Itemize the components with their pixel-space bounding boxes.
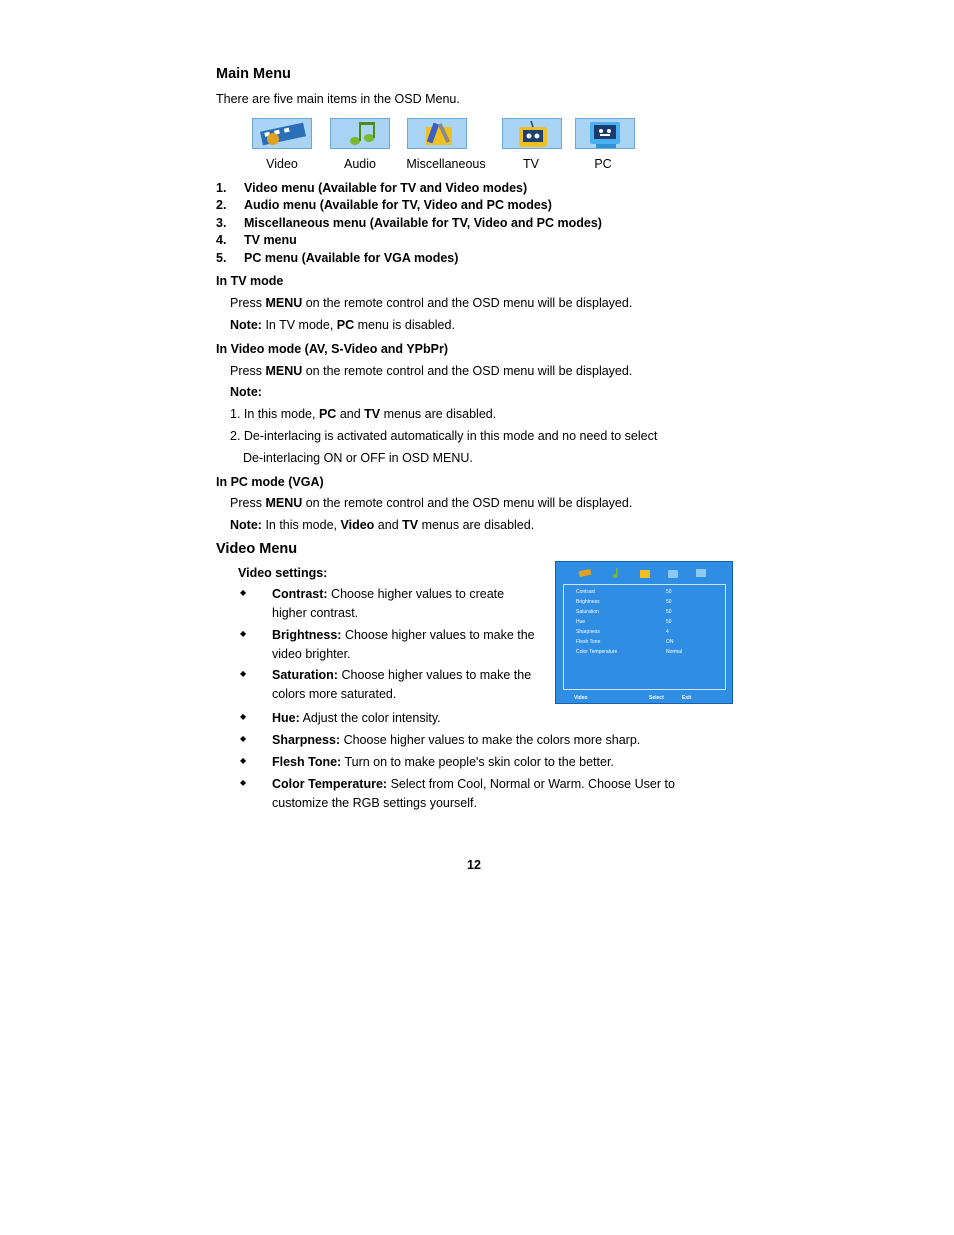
setting-desc: Choose higher values to create	[331, 587, 505, 601]
menu-key: MENU	[265, 296, 303, 310]
osd-row-value: ON	[666, 639, 674, 645]
setting-flesh-tone	[272, 755, 614, 769]
note-tv: TV	[402, 518, 419, 532]
icon-label-pc: PC	[594, 157, 612, 171]
bullet-icon: ◆	[240, 629, 247, 638]
pc-mode-heading: In PC mode (VGA)	[216, 475, 324, 489]
press-rest: on the remote control and the OSD menu will be displayed.	[305, 364, 633, 378]
tv-mode-press-line	[230, 296, 632, 310]
note-tv: TV	[364, 407, 381, 421]
setting-term: Hue:	[272, 711, 300, 725]
setting-desc: Choose higher values to make the	[344, 628, 535, 642]
setting-desc-line2: colors more saturated.	[272, 687, 397, 701]
video-menu-title: Video Menu	[216, 541, 298, 557]
list-item: Audio menu (Available for TV, Video and PC modes)	[244, 198, 552, 212]
setting-desc: Adjust the color intensity.	[302, 711, 441, 725]
pc-monitor-icon	[694, 567, 708, 579]
note-video: Video	[340, 518, 375, 532]
video-film-icon	[252, 118, 312, 149]
list-number: 5.	[216, 251, 227, 265]
setting-desc-line2: video brighter.	[272, 647, 351, 661]
list-item: Miscellaneous menu (Available for TV, Video and PC modes)	[244, 216, 602, 230]
setting-term: Color Temperature:	[272, 777, 388, 791]
osd-row-value: 50	[666, 619, 672, 625]
setting-term: Brightness:	[272, 628, 342, 642]
note-pc: PC	[336, 318, 355, 332]
osd-row-label: Hue	[576, 619, 586, 625]
note-text: menus are disabled.	[421, 518, 535, 532]
press-text: Press	[230, 296, 262, 310]
setting-desc: Select from Cool, Normal or Warm. Choose User to	[390, 777, 675, 791]
osd-footer-title: Video	[574, 695, 588, 701]
setting-saturation	[272, 668, 531, 682]
icon-label-miscellaneous: Miscellaneous	[406, 157, 486, 171]
list-number: 3.	[216, 216, 227, 230]
music-note-icon	[330, 118, 390, 149]
tv-mode-heading: In TV mode	[216, 274, 284, 288]
setting-term: Saturation:	[272, 668, 338, 682]
icon-label-video: Video	[266, 157, 298, 171]
list-item: PC menu (Available for VGA modes)	[244, 251, 459, 265]
press-rest: on the remote control and the OSD menu will be displayed.	[305, 496, 633, 510]
osd-row-value: Normal	[666, 649, 683, 655]
tv-mode-note	[230, 318, 455, 332]
note-text: In this mode,	[265, 518, 338, 532]
osd-row-label: Brightness	[576, 599, 600, 605]
osd-row-label: Flesh Tone	[576, 639, 601, 645]
osd-row-label: Color Temperature	[576, 649, 618, 655]
setting-brightness	[272, 628, 535, 642]
page-number: 12	[467, 858, 481, 872]
note-text: In TV mode,	[265, 318, 334, 332]
toolbox-icon	[638, 567, 652, 579]
osd-footer-exit: Exit	[682, 695, 692, 701]
setting-desc: Choose higher values to make the colors more sharp.	[343, 733, 641, 747]
note-text: menu is disabled.	[357, 318, 455, 332]
menu-key: MENU	[265, 364, 303, 378]
pc-mode-note	[230, 518, 534, 532]
note-pc: PC	[318, 407, 337, 421]
note-text: and	[339, 407, 361, 421]
osd-row-label: Contrast	[576, 589, 595, 595]
list-number: 4.	[216, 233, 227, 247]
press-rest: on the remote control and the OSD menu will be displayed.	[305, 296, 633, 310]
icon-label-tv: TV	[523, 157, 539, 171]
osd-row-value: 4	[666, 629, 669, 635]
setting-color-temperature	[272, 777, 675, 791]
setting-term: Flesh Tone:	[272, 755, 342, 769]
video-mode-note-2-line1: 2. De-interlacing is activated automatically in this mode and no need to select	[230, 429, 658, 443]
note-text: 1. In this mode,	[230, 407, 316, 421]
main-menu-title: Main Menu	[216, 66, 291, 82]
press-text: Press	[230, 496, 262, 510]
tv-robot-icon	[502, 118, 562, 149]
list-item: TV menu	[244, 233, 297, 247]
video-mode-press-line	[230, 364, 632, 378]
setting-desc-line2: higher contrast.	[272, 606, 359, 620]
video-mode-note-label: Note:	[230, 385, 262, 399]
menu-key: MENU	[265, 496, 303, 510]
setting-term: Contrast:	[272, 587, 328, 601]
video-film-icon	[578, 567, 592, 579]
video-settings-label: Video settings:	[238, 566, 328, 580]
osd-settings-panel	[563, 584, 726, 690]
osd-row-label: Sharpness	[576, 629, 600, 635]
pc-monitor-icon	[575, 118, 635, 149]
video-mode-note-2-line2: De-interlacing ON or OFF in OSD MENU.	[243, 451, 473, 465]
video-mode-heading: In Video mode (AV, S-Video and YPbPr)	[216, 342, 448, 356]
bullet-icon: ◆	[240, 756, 247, 765]
main-menu-intro: There are five main items in the OSD Menu.	[216, 92, 460, 106]
tv-robot-icon	[666, 567, 680, 579]
toolbox-icon	[407, 118, 467, 149]
osd-footer-select: Select	[649, 695, 664, 701]
icon-label-audio: Audio	[344, 157, 376, 171]
note-label: Note:	[230, 318, 262, 332]
setting-desc-line2: customize the RGB settings yourself.	[272, 796, 477, 810]
pc-mode-press-line	[230, 496, 632, 510]
osd-row-value: 50	[666, 609, 672, 615]
setting-desc: Choose higher values to make the	[341, 668, 532, 682]
osd-video-menu-screenshot	[555, 561, 733, 704]
osd-row-label: Saturation	[576, 609, 599, 615]
video-mode-note-1	[230, 407, 496, 421]
setting-contrast	[272, 587, 504, 601]
bullet-icon: ◆	[240, 778, 247, 787]
music-note-icon	[610, 567, 624, 579]
note-label: Note:	[230, 518, 262, 532]
bullet-icon: ◆	[240, 588, 247, 597]
list-number: 1.	[216, 181, 227, 195]
setting-hue	[272, 711, 441, 725]
press-text: Press	[230, 364, 262, 378]
setting-term: Sharpness:	[272, 733, 341, 747]
bullet-icon: ◆	[240, 669, 247, 678]
setting-sharpness	[272, 733, 640, 747]
osd-row-value: 50	[666, 599, 672, 605]
bullet-icon: ◆	[240, 712, 247, 721]
note-text: menus are disabled.	[383, 407, 497, 421]
bullet-icon: ◆	[240, 734, 247, 743]
list-item: Video menu (Available for TV and Video modes)	[244, 181, 528, 195]
note-text: and	[377, 518, 399, 532]
setting-desc: Turn on to make people's skin color to the better.	[344, 755, 614, 769]
list-number: 2.	[216, 198, 227, 212]
osd-row-value: 50	[666, 589, 672, 595]
